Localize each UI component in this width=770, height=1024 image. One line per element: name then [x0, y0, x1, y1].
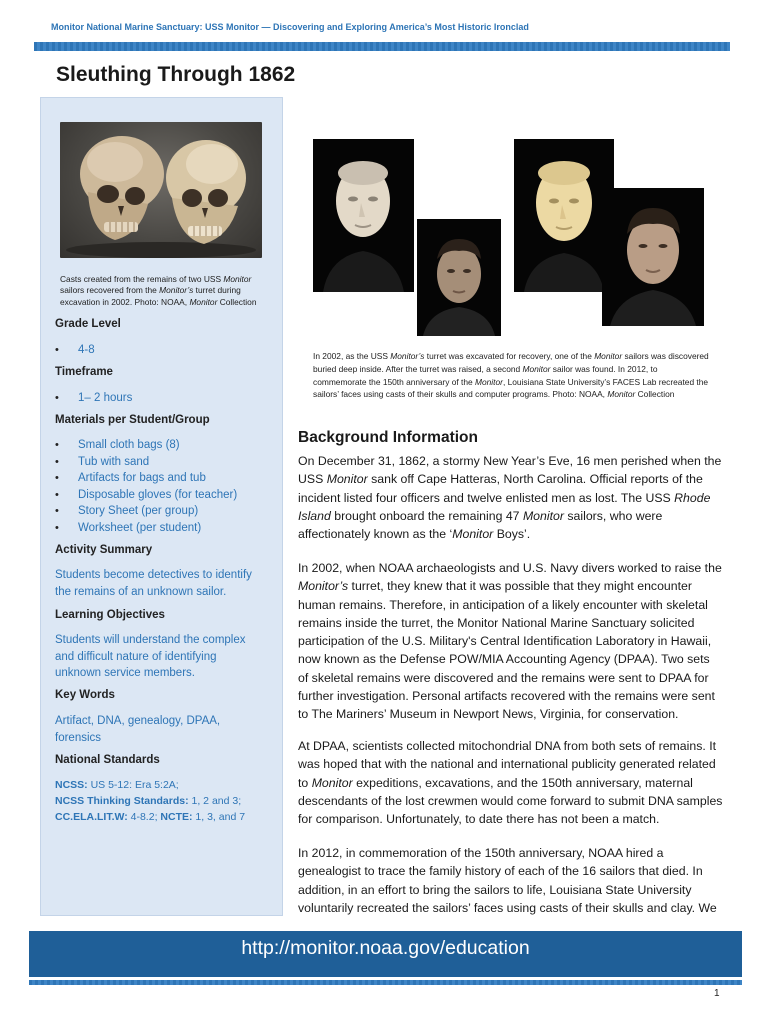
- background-heading: Background Information: [298, 429, 478, 446]
- learning-objectives-heading: Learning Objectives: [55, 609, 165, 621]
- activity-summary-heading: Activity Summary: [55, 544, 153, 556]
- face-illustration: [313, 139, 414, 292]
- education-url-link[interactable]: http://monitor.noaa.gov/education: [241, 937, 530, 959]
- materials-list: [55, 437, 237, 536]
- header-bar: [34, 42, 730, 51]
- learning-objectives-text: Students will understand the complex and difficult nature of identifying unknown service members.: [55, 634, 246, 679]
- face-illustration: [417, 219, 501, 336]
- footer-band: [29, 931, 742, 977]
- list-item: • Small cloth bags (8): [55, 437, 237, 454]
- timeframe-heading: Timeframe: [55, 366, 113, 378]
- national-standards-heading: National Standards: [55, 754, 160, 766]
- list-item: • Story Sheet (per group): [55, 503, 237, 520]
- background-paragraph-3: At DPAA, scientists collected mitochondrial DNA from both sets of remains. It was hoped that with the national and international publicity generated related to Monitor expeditions, excavations, and the 150th anniversary, maternal descendants of the lost crewmen would come forward to submit DNA samples for comparison. Unfortunately, to date there has not been a match.: [298, 739, 723, 827]
- materials-heading: Materials per Student/Group: [55, 414, 210, 426]
- national-standards-text: NCSS: US 5-12: Era 5:2A; NCSS Thinking Standards: 1, 2 and 3; CC.ELA.LIT.W: 4-8.2; NCTE: 1, 3, and 7: [55, 779, 246, 823]
- face-reconstruction-photo-4: [602, 188, 704, 326]
- grade-level-heading: Grade Level: [55, 318, 121, 330]
- sidebar: [40, 97, 283, 916]
- key-words-heading: Key Words: [55, 689, 115, 701]
- list-item: • Disposable gloves (for teacher): [55, 487, 237, 504]
- running-header: Monitor National Marine Sanctuary: USS Monitor — Discovering and Exploring America’s Most Historic Ironclad: [51, 22, 529, 32]
- page-title: Sleuthing Through 1862: [56, 63, 296, 86]
- face-reconstruction-photo-1: [313, 139, 414, 292]
- key-words-text: Artifact, DNA, genealogy, DPAA, forensics: [55, 715, 221, 744]
- skull-photo-caption: Casts created from the remains of two USS Monitor sailors recovered from the Monitor’s turret during excavation in 2002. Photo: NOAA, Monitor Collection: [60, 274, 257, 307]
- grade-level-list: [55, 342, 95, 359]
- background-paragraph-1: On December 31, 1862, a stormy New Year’s Eve, 16 men perished when the USS Monitor sank off Cape Hatteras, North Carolina. Official reports of the incident listed four officers and twelve enlisted men as lost. The USS Rhode Island brought onboard the remaining 47 Monitor sailors, who were affectionately known as the ‘Monitor Boys’.: [298, 454, 722, 542]
- background-paragraph-4: In 2012, in commemoration of the 150th anniversary, NOAA hired a genealogist to trace the family history of each of the 16 sailors that died. In addition, in an effort to bring the sailors to life, Louisiana State University voluntarily recreated the sailors’ faces using casts of their skulls and clay. We: [298, 846, 717, 915]
- activity-summary-text: Students become detectives to identify the remains of an unknown sailor.: [55, 569, 252, 598]
- list-item: • 4-8: [55, 342, 95, 359]
- faces-photo-caption: In 2002, as the USS Monitor’s turret was excavated for recovery, one of the Monitor sailors was discovered buried deep inside. After the turret was raised, a second Monitor sailor was found. In 2012, to commemorate the 150th anniversary of the Monitor, Louisiana State University’s FACES Lab recreated the sailors’ faces using casts of their skulls and computer programs. Photo: NOAA, Monitor Collection: [313, 351, 709, 400]
- face-reconstruction-photo-2: [417, 219, 501, 336]
- skull-casts-photo: [60, 122, 262, 258]
- list-item: • Artifacts for bags and tub: [55, 470, 237, 487]
- list-item: • Worksheet (per student): [55, 520, 237, 537]
- skull-casts-illustration: [60, 122, 262, 258]
- face-reconstruction-photo-3: [514, 139, 614, 292]
- timeframe-list: [55, 390, 132, 407]
- list-item: • 1– 2 hours: [55, 390, 132, 407]
- face-illustration: [602, 188, 704, 326]
- footer-bar: [29, 980, 742, 985]
- page-number: 1: [714, 988, 720, 999]
- face-illustration: [514, 139, 614, 292]
- list-item: • Tub with sand: [55, 454, 237, 471]
- background-paragraph-2: In 2002, when NOAA archaeologists and U.S. Navy divers worked to raise the Monitor’s turret, they knew that it was possible that they might encounter human remains. Therefore, in anticipation of a likely encounter with skeletal remains inside the turret, the Monitor National Marine Sanctuary solicited participation of the U.S. Military's Central Identification Laboratory in Hawaii, now known as the Defense POW/MIA Accounting Agency (DPAA). Two sets of skeletal remains were discovered and the remains were sent to DPAA for further investigation. Personal artifacts recovered with the remains were sent to The Mariners’ Museum in Newport News, Virginia, for conservation.: [298, 561, 722, 722]
